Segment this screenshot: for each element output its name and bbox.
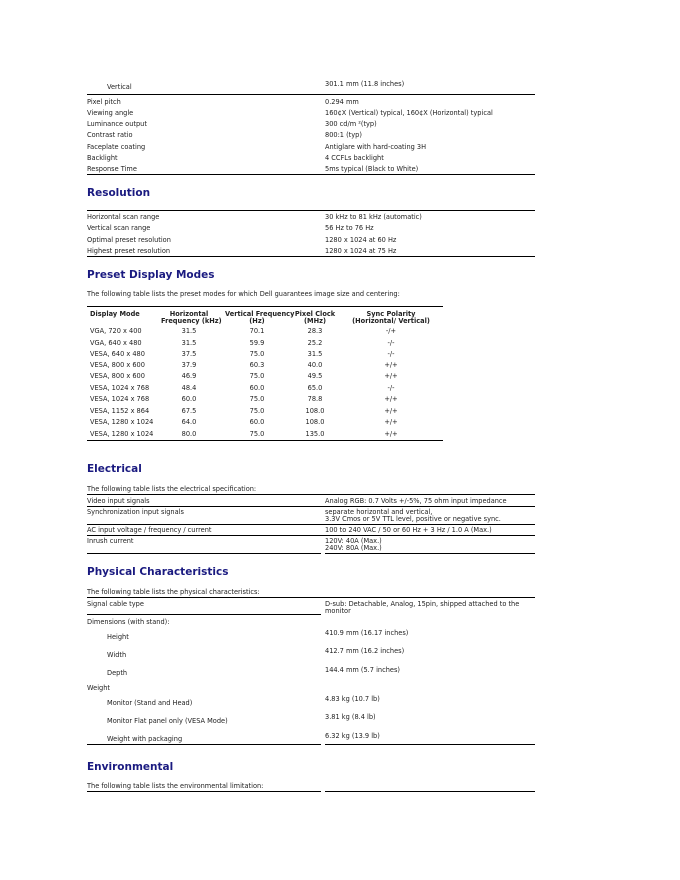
table-cell: +/+ bbox=[384, 372, 398, 380]
signal-cable-value: D-sub: Detachable, Analog, 15pin, shipped attached to the bbox=[325, 600, 520, 608]
table-row bbox=[87, 327, 443, 338]
table-cell: +/+ bbox=[384, 430, 398, 438]
table-top-rule bbox=[87, 210, 535, 211]
weight-panel-label: Monitor Flat panel only (VESA Mode) bbox=[107, 717, 228, 725]
table-cell: 31.5 bbox=[181, 339, 197, 347]
depth-label: Depth bbox=[107, 669, 128, 677]
weight-packaging-label: Weight with packaging bbox=[107, 735, 183, 743]
table-cell: VESA, 1024 x 768 bbox=[90, 395, 150, 403]
vertical-scan-value: 56 Hz to 76 Hz bbox=[325, 224, 374, 232]
width-label: Width bbox=[107, 651, 127, 659]
table-bottom-rule bbox=[325, 744, 535, 745]
table-bottom-rule bbox=[87, 553, 321, 554]
table-cell: 64.0 bbox=[181, 418, 197, 426]
table-row bbox=[87, 418, 443, 429]
vertical-value: 301.1 mm (11.8 inches) bbox=[325, 80, 405, 88]
ac-input-label: AC input voltage / frequency / current bbox=[87, 526, 212, 534]
table-cell: VESA, 800 x 600 bbox=[90, 372, 145, 380]
table-cell: 75.0 bbox=[249, 372, 265, 380]
table-cell: 108.0 bbox=[305, 418, 325, 426]
column-header: Sync Polarity bbox=[366, 310, 416, 318]
table-cell: 28.3 bbox=[307, 327, 323, 335]
row-divider bbox=[87, 535, 535, 536]
contrast-label: Contrast ratio bbox=[87, 131, 133, 139]
height-label: Height bbox=[107, 633, 129, 641]
pixel-pitch-label: Pixel pitch bbox=[87, 98, 121, 106]
table-top-rule bbox=[87, 306, 443, 307]
dimensions-label: Dimensions (with stand): bbox=[87, 618, 170, 626]
row-divider bbox=[87, 614, 321, 615]
environmental-heading: Environmental bbox=[87, 761, 174, 773]
table-cell: VGA, 720 x 400 bbox=[90, 327, 142, 335]
table-row bbox=[87, 361, 443, 372]
backlight-value: 4 CCFLs backlight bbox=[325, 154, 384, 162]
table-cell: 31.5 bbox=[307, 350, 323, 358]
backlight-label: Backlight bbox=[87, 154, 118, 162]
table-row bbox=[87, 350, 443, 361]
weight-stand-head-value: 4.83 kg (10.7 lb) bbox=[325, 695, 380, 703]
column-header: Pixel Clock bbox=[294, 310, 336, 318]
table-bottom-rule bbox=[87, 256, 535, 257]
preset-modes-heading: Preset Display Modes bbox=[87, 269, 215, 281]
table-cell: -/- bbox=[387, 350, 395, 358]
table-bottom-rule bbox=[325, 553, 535, 554]
table-bottom-rule bbox=[87, 174, 535, 175]
table-cell: VESA, 800 x 600 bbox=[90, 361, 145, 369]
horizontal-scan-value: 30 kHz to 81 kHz (automatic) bbox=[325, 213, 422, 221]
weight-stand-head-label: Monitor (Stand and Head) bbox=[107, 699, 193, 707]
table-bottom-rule bbox=[87, 744, 321, 745]
table-row bbox=[87, 395, 443, 406]
table-cell: 60.0 bbox=[181, 395, 197, 403]
table-cell: 75.0 bbox=[249, 430, 265, 438]
column-header: (Horizontal/ Vertical) bbox=[352, 317, 430, 325]
response-time-label: Response Time bbox=[87, 165, 137, 173]
luminance-value: 300 cd/m ²(typ) bbox=[325, 120, 377, 128]
inrush-current-label: Inrush current bbox=[87, 537, 134, 545]
video-input-label: Video input signals bbox=[87, 497, 150, 505]
table-bottom-rule bbox=[87, 440, 443, 441]
table-cell: VGA, 640 x 480 bbox=[90, 339, 142, 347]
column-header: Display Mode bbox=[90, 310, 140, 318]
table-cell: -/- bbox=[387, 384, 395, 392]
table-cell: +/+ bbox=[384, 407, 398, 415]
weight-packaging-value: 6.32 kg (13.9 lb) bbox=[325, 732, 380, 740]
table-row bbox=[87, 407, 443, 418]
table-cell: 75.0 bbox=[249, 395, 265, 403]
table-cell: 25.2 bbox=[307, 339, 323, 347]
optimal-resolution-value: 1280 x 1024 at 60 Hz bbox=[325, 236, 397, 244]
row-divider bbox=[87, 94, 535, 95]
table-cell: -/- bbox=[387, 339, 395, 347]
table-top-rule bbox=[87, 791, 321, 792]
table-cell: -/+ bbox=[385, 327, 397, 335]
table-cell: 108.0 bbox=[305, 407, 325, 415]
highest-resolution-value: 1280 x 1024 at 75 Hz bbox=[325, 247, 397, 255]
viewing-angle-label: Viewing angle bbox=[87, 109, 134, 117]
table-row bbox=[87, 384, 443, 395]
electrical-heading: Electrical bbox=[87, 463, 142, 475]
row-divider bbox=[87, 524, 535, 525]
inrush-current-value-line2: 240V: 80A (Max.) bbox=[325, 544, 382, 552]
viewing-angle-value: 160¢X (Vertical) typical, 160¢X (Horizontal) typical bbox=[325, 109, 493, 117]
table-cell: 135.0 bbox=[305, 430, 325, 438]
column-header: (Hz) bbox=[249, 317, 265, 325]
electrical-intro: The following table lists the electrical specification: bbox=[87, 485, 257, 493]
table-cell: VESA, 1280 x 1024 bbox=[90, 430, 154, 438]
vertical-scan-label: Vertical scan range bbox=[87, 224, 151, 232]
optimal-resolution-label: Optimal preset resolution bbox=[87, 236, 171, 244]
preset-modes-intro: The following table lists the preset modes for which Dell guarantees image size and centering: bbox=[87, 290, 400, 298]
table-cell: 60.0 bbox=[249, 384, 265, 392]
response-time-value: 5ms typical (Black to White) bbox=[325, 165, 419, 173]
highest-resolution-label: Highest preset resolution bbox=[87, 247, 171, 255]
table-cell: 70.1 bbox=[249, 327, 265, 335]
table-cell: 60.0 bbox=[249, 418, 265, 426]
column-header: (MHz) bbox=[304, 317, 326, 325]
vertical-label: Vertical bbox=[107, 83, 132, 91]
table-cell: 78.8 bbox=[307, 395, 323, 403]
table-cell: 65.0 bbox=[307, 384, 323, 392]
table-cell: VESA, 1152 x 864 bbox=[90, 407, 150, 415]
table-cell: +/+ bbox=[384, 361, 398, 369]
faceplate-value: Antiglare with hard-coating 3H bbox=[325, 143, 427, 151]
column-header: Frequency (kHz) bbox=[161, 317, 222, 325]
depth-value: 144.4 mm (5.7 inches) bbox=[325, 666, 400, 674]
table-cell: 49.5 bbox=[307, 372, 323, 380]
sync-input-value: separate horizontal and vertical, bbox=[325, 508, 433, 516]
width-value: 412.7 mm (16.2 inches) bbox=[325, 647, 405, 655]
video-input-value: Analog RGB: 0.7 Volts +/-5%, 75 ohm input impedance bbox=[325, 497, 507, 505]
luminance-label: Luminance output bbox=[87, 120, 147, 128]
table-cell: 59.9 bbox=[249, 339, 265, 347]
faceplate-label: Faceplate coating bbox=[87, 143, 146, 151]
signal-cable-label: Signal cable type bbox=[87, 600, 144, 608]
table-cell: +/+ bbox=[384, 418, 398, 426]
table-cell: VESA, 640 x 480 bbox=[90, 350, 145, 358]
sync-input-label: Synchronization input signals bbox=[87, 508, 184, 516]
table-row bbox=[87, 372, 443, 383]
weight-label: Weight bbox=[87, 684, 110, 692]
resolution-heading: Resolution bbox=[87, 187, 151, 199]
table-cell: 75.0 bbox=[249, 407, 265, 415]
table-cell: 75.0 bbox=[249, 350, 265, 358]
column-header: Vertical Frequency bbox=[225, 310, 295, 318]
table-cell: 46.9 bbox=[181, 372, 197, 380]
table-cell: 31.5 bbox=[181, 327, 197, 335]
ac-input-value: 100 to 240 VAC / 50 or 60 Hz + 3 Hz / 1.0 A (Max.) bbox=[325, 526, 492, 534]
physical-intro: The following table lists the physical characteristics: bbox=[87, 588, 260, 596]
weight-panel-value: 3.81 kg (8.4 lb) bbox=[325, 713, 376, 721]
table-top-rule bbox=[87, 597, 535, 598]
table-cell: 60.3 bbox=[249, 361, 265, 369]
table-cell: 67.5 bbox=[181, 407, 197, 415]
table-top-rule bbox=[87, 494, 535, 495]
table-cell: VESA, 1024 x 768 bbox=[90, 384, 150, 392]
physical-heading: Physical Characteristics bbox=[87, 566, 229, 578]
table-cell: 48.4 bbox=[181, 384, 197, 392]
contrast-value: 800:1 (typ) bbox=[325, 131, 362, 139]
environmental-intro: The following table lists the environmental limitation: bbox=[87, 782, 264, 790]
sync-input-value-line2: 3.3V Cmos or 5V TTL level, positive or negative sync. bbox=[325, 515, 501, 523]
horizontal-scan-label: Horizontal scan range bbox=[87, 213, 160, 221]
table-cell: 37.9 bbox=[181, 361, 197, 369]
table-cell: 37.5 bbox=[181, 350, 197, 358]
inrush-current-value: 120V: 40A (Max.) bbox=[325, 537, 382, 545]
column-header: Horizontal bbox=[169, 310, 209, 318]
table-cell: 80.0 bbox=[181, 430, 197, 438]
signal-cable-value-line2: monitor bbox=[325, 607, 351, 615]
pixel-pitch-value: 0.294 mm bbox=[325, 98, 359, 106]
table-top-rule bbox=[325, 791, 535, 792]
table-cell: 40.0 bbox=[307, 361, 323, 369]
table-cell: VESA, 1280 x 1024 bbox=[90, 418, 154, 426]
table-row bbox=[87, 339, 443, 350]
height-value: 410.9 mm (16.17 inches) bbox=[325, 629, 409, 637]
table-cell: +/+ bbox=[384, 395, 398, 403]
row-divider bbox=[87, 506, 535, 507]
